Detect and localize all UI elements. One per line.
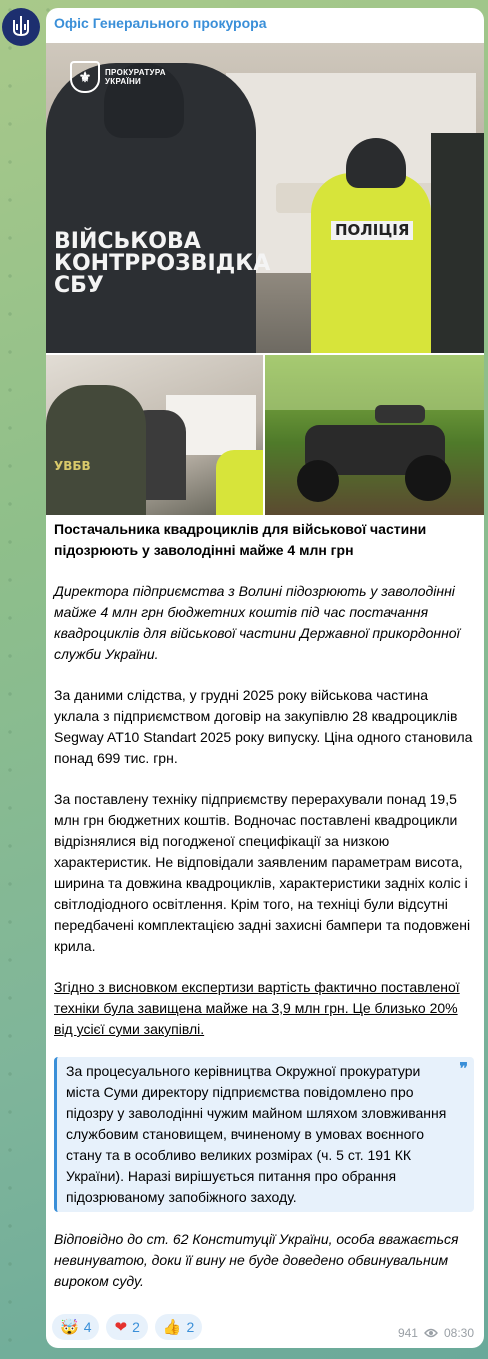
watermark-logo: ⚜ ПРОКУРАТУРА УКРАЇНИ <box>70 61 175 93</box>
forest-light <box>265 355 484 410</box>
thumbs-up-icon: 👍 <box>162 1318 182 1336</box>
photo-main[interactable] <box>46 43 484 353</box>
post-paragraph-underlined: Згідно з висновком експертизи вартість фактично поставленої техніки була завищена майже на 3,9 млн грн. Це близько 20% від усієї суми закупівлі. <box>54 979 460 1037</box>
reaction-count: 2 <box>132 1319 140 1335</box>
photo-right[interactable] <box>265 355 484 515</box>
quad-wheel <box>405 455 451 501</box>
officer-back <box>46 385 146 515</box>
reaction-count: 2 <box>186 1319 195 1335</box>
post-paragraph: За поставлену техніку підприємству перерахували понад 19,5 млн грн бюджетних коштів. Водночас поставлені квадроцикли відрізнялися від погодженої специфікації за низкою характеристик. Не відповідали заявленим параметрам висота, ширина та довжина квадроциклів, характеристики задніх коліс і світлодіодного освітлення. Крім того, на техніці були відсутні передбачені комплектацією задні захисні бампери та подовжені крила. <box>54 791 471 954</box>
reaction-count: 4 <box>83 1319 92 1335</box>
right-person <box>431 133 484 353</box>
police-vest <box>311 173 431 353</box>
post-disclaimer: Відповідно до ст. 62 Конституції України, особа вважається невинуватою, доки її вину не буде доведено обвинувальним вироком суду. <box>54 1231 459 1289</box>
view-count: 941 <box>397 1326 418 1340</box>
quote-icon: ❞ <box>459 1061 468 1078</box>
post-paragraph: За даними слідства, у грудні 2025 року військова частина уклала з підприємством договір на закупівлю 28 квадроциклів Segway AT10 Standart 2025 року випуску. Ціна одного становила понад 699 тис. грн. <box>54 687 473 766</box>
reactions-bar <box>52 1314 202 1340</box>
quote-text: За процесуального керівництва Окружної прокуратури міста Суми директору підприємства повідомлено про підозру у заволодінні чужим майном шляхом зловживання службовим становищем, вчиненому в умовах воєнного стану та в особливо великих розмірах (ч. 5 ст. 191 КК України). Наразі вирішується питання про обрання підозрюваному запобіжного заходу. <box>66 1063 447 1205</box>
media-album <box>46 43 484 515</box>
vest-text-police: ПОЛІЦІЯ <box>331 221 413 240</box>
channel-name[interactable]: Офіс Генерального прокурора <box>54 15 267 31</box>
quad-handlebar <box>375 405 425 423</box>
trident-emblem-icon <box>8 14 34 40</box>
police-vest <box>216 450 263 515</box>
vest-text-main: ВІЙСЬКОВА КОНТРРОЗВІДКА СБУ <box>54 229 271 298</box>
message-time: 08:30 <box>443 1326 474 1340</box>
post-text <box>54 516 474 1292</box>
message-meta <box>398 1326 474 1340</box>
quad-wheel <box>297 460 339 502</box>
message-bubble <box>46 8 484 1348</box>
photo-left[interactable] <box>46 355 263 515</box>
mind-blown-icon: 🤯 <box>60 1318 79 1336</box>
reaction-thumbs-up[interactable] <box>155 1314 202 1340</box>
reaction-heart[interactable] <box>106 1314 147 1340</box>
blockquote <box>54 1057 474 1212</box>
reaction-mind-blown[interactable] <box>52 1314 99 1340</box>
eye-icon <box>424 1328 438 1338</box>
prosecutor-emblem-icon: ⚜ <box>70 61 100 93</box>
channel-avatar[interactable] <box>2 8 40 46</box>
post-lead: Директора підприємства з Волині підозрюють у заволодінні майже 4 млн грн бюджетних коштів під час постачання квадроциклів для військової частини Державної прикордонної служби України. <box>54 583 460 662</box>
vest-text-left: УВБВ <box>54 459 91 473</box>
post-title: Постачальника квадроциклів для військової частини підозрюють у заволодінні майже 4 млн грн <box>54 521 427 558</box>
heart-icon: ❤ <box>114 1318 128 1336</box>
